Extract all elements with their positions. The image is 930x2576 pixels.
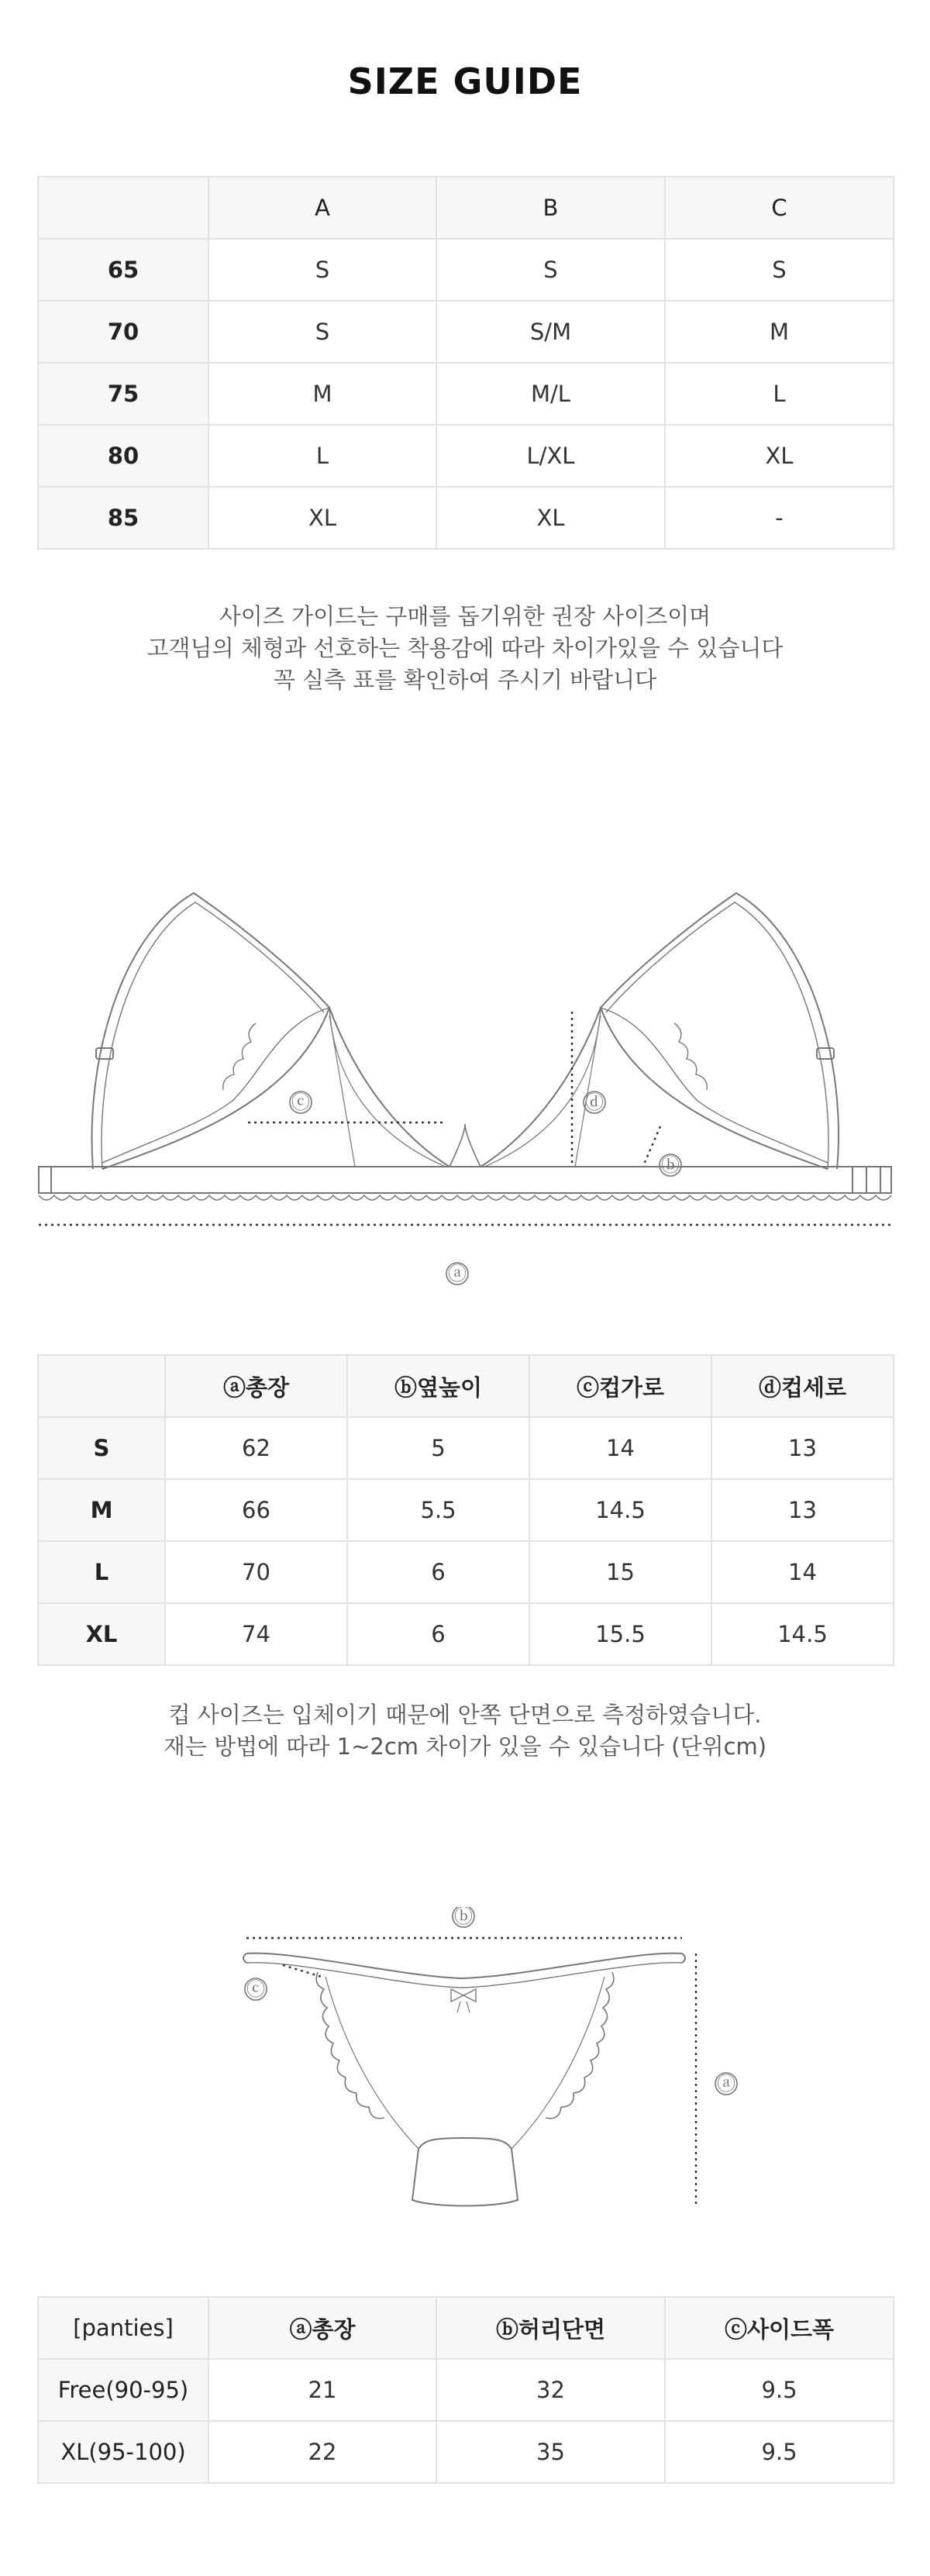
label-c: ⓒ [246, 1978, 265, 2000]
table-cell: 21 [208, 2359, 436, 2421]
table-row [38, 1541, 894, 1603]
label-b: ⓑ [661, 1154, 680, 1176]
table-cell: 14 [711, 1541, 894, 1603]
size-table-header-cup-a: A [208, 177, 436, 239]
table-cell: S [208, 301, 436, 363]
note-line: 사이즈 가이드는 구매를 돕기위한 권장 사이즈이며 [219, 603, 711, 629]
table-cell: M/L [436, 363, 665, 425]
table-cell: 9.5 [665, 2421, 894, 2483]
gusset [412, 2138, 518, 2206]
size-guide-note [0, 601, 930, 696]
header-waist-width: ⓑ허리단면 [436, 2297, 665, 2359]
table-cell: L [665, 363, 894, 425]
size-label: XL(95-100) [38, 2421, 208, 2483]
side-height-line [643, 1126, 660, 1166]
table-cell: 13 [711, 1417, 894, 1479]
table-cell: 14.5 [711, 1603, 894, 1665]
label-a: ⓐ [448, 1263, 467, 1285]
band-size: 75 [38, 363, 208, 425]
size-label: XL [38, 1603, 165, 1665]
table-cell: 22 [208, 2421, 436, 2483]
table-cell: S [665, 239, 894, 301]
table-cell: 66 [165, 1479, 347, 1541]
table-cell: XL [436, 487, 665, 549]
band-outline [39, 1167, 891, 1193]
header-cup-height: ⓓ컵세로 [711, 1355, 894, 1417]
size-label: S [38, 1417, 165, 1479]
table-row [38, 2359, 894, 2421]
table-cell: 15.5 [529, 1603, 711, 1665]
table-row [38, 487, 894, 549]
table-row [38, 2421, 894, 2483]
bow [451, 1989, 476, 2002]
table-cell: 14 [529, 1417, 711, 1479]
table-cell: 5 [347, 1417, 529, 1479]
table-cell: 32 [436, 2359, 665, 2421]
size-table-header-cup-b: B [436, 177, 665, 239]
size-table-corner [38, 177, 208, 239]
table-cell: 74 [165, 1603, 347, 1665]
table-cell: M [665, 301, 894, 363]
right-cup [480, 1008, 828, 1169]
table-cell: L [208, 425, 436, 487]
note-line: 재는 방법에 따라 1~2cm 차이가 있을 수 있습니다 (단위cm) [163, 1733, 767, 1760]
header-side-height: ⓑ옆높이 [347, 1355, 529, 1417]
band-size: 85 [38, 487, 208, 549]
bra-diagram [0, 868, 930, 1302]
note-line: 꼭 실측 표를 확인하여 주시기 바랍니다 [273, 667, 657, 693]
table-cell: - [665, 487, 894, 549]
band-size: 70 [38, 301, 208, 363]
table-cell: XL [208, 487, 436, 549]
bra-table-header-row [38, 1355, 894, 1417]
lace-hem [39, 1195, 891, 1200]
size-table-header-row [38, 177, 894, 239]
left-cup [102, 1008, 450, 1169]
header-total-length: ⓐ총장 [165, 1355, 347, 1417]
table-cell: 35 [436, 2421, 665, 2483]
table-cell: 14.5 [529, 1479, 711, 1541]
table-cell: S/M [436, 301, 665, 363]
page-title: SIZE GUIDE [347, 60, 583, 102]
table-cell: 9.5 [665, 2359, 894, 2421]
size-label: M [38, 1479, 165, 1541]
panty-table-corner: [panties] [38, 2297, 208, 2359]
table-cell: S [436, 239, 665, 301]
label-b: ⓑ [454, 1907, 473, 1927]
table-cell: 5.5 [347, 1479, 529, 1541]
panty-measurement-table [37, 2296, 894, 2484]
bra-table-corner [38, 1355, 165, 1417]
size-label: Free(90-95) [38, 2359, 208, 2421]
band-size: 80 [38, 425, 208, 487]
table-cell: L/XL [436, 425, 665, 487]
left-leg-lace [316, 1972, 384, 2119]
size-label: L [38, 1541, 165, 1603]
header-total-length: ⓐ총장 [208, 2297, 436, 2359]
header-side-width: ⓒ사이드폭 [665, 2297, 894, 2359]
size-table [37, 176, 894, 550]
bra-measurement-table [37, 1354, 894, 1666]
table-cell: 15 [529, 1541, 711, 1603]
table-row [38, 363, 894, 425]
table-cell: S [208, 239, 436, 301]
size-table-header-cup-c: C [665, 177, 894, 239]
table-row [38, 1479, 894, 1541]
left-strap [92, 893, 329, 1169]
note-line: 컵 사이즈는 입체이기 때문에 안쪽 단면으로 측정하였습니다. [168, 1702, 762, 1728]
band-size: 65 [38, 239, 208, 301]
right-leg-lace [546, 1972, 614, 2119]
table-row [38, 1603, 894, 1665]
table-cell: 62 [165, 1417, 347, 1479]
table-cell: M [208, 363, 436, 425]
waistband [246, 1954, 682, 1978]
bra-measurement-note [0, 1699, 930, 1763]
table-cell: XL [665, 425, 894, 487]
table-cell: 70 [165, 1541, 347, 1603]
table-row [38, 239, 894, 301]
table-cell: 6 [347, 1603, 529, 1665]
panty-table-header-row [38, 2297, 894, 2359]
table-row [38, 301, 894, 363]
table-cell: 6 [347, 1541, 529, 1603]
table-row [38, 425, 894, 487]
label-d: ⓓ [585, 1091, 604, 1113]
note-line: 고객님의 체형과 선호하는 착용감에 따라 차이가있을 수 있습니다 [146, 635, 784, 661]
table-row [38, 1417, 894, 1479]
table-cell: 13 [711, 1479, 894, 1541]
label-a: ⓐ [717, 2073, 735, 2095]
header-cup-width: ⓒ컵가로 [529, 1355, 711, 1417]
panty-diagram [0, 1907, 930, 2233]
label-c: ⓒ [291, 1091, 310, 1113]
right-strap [601, 893, 839, 1169]
